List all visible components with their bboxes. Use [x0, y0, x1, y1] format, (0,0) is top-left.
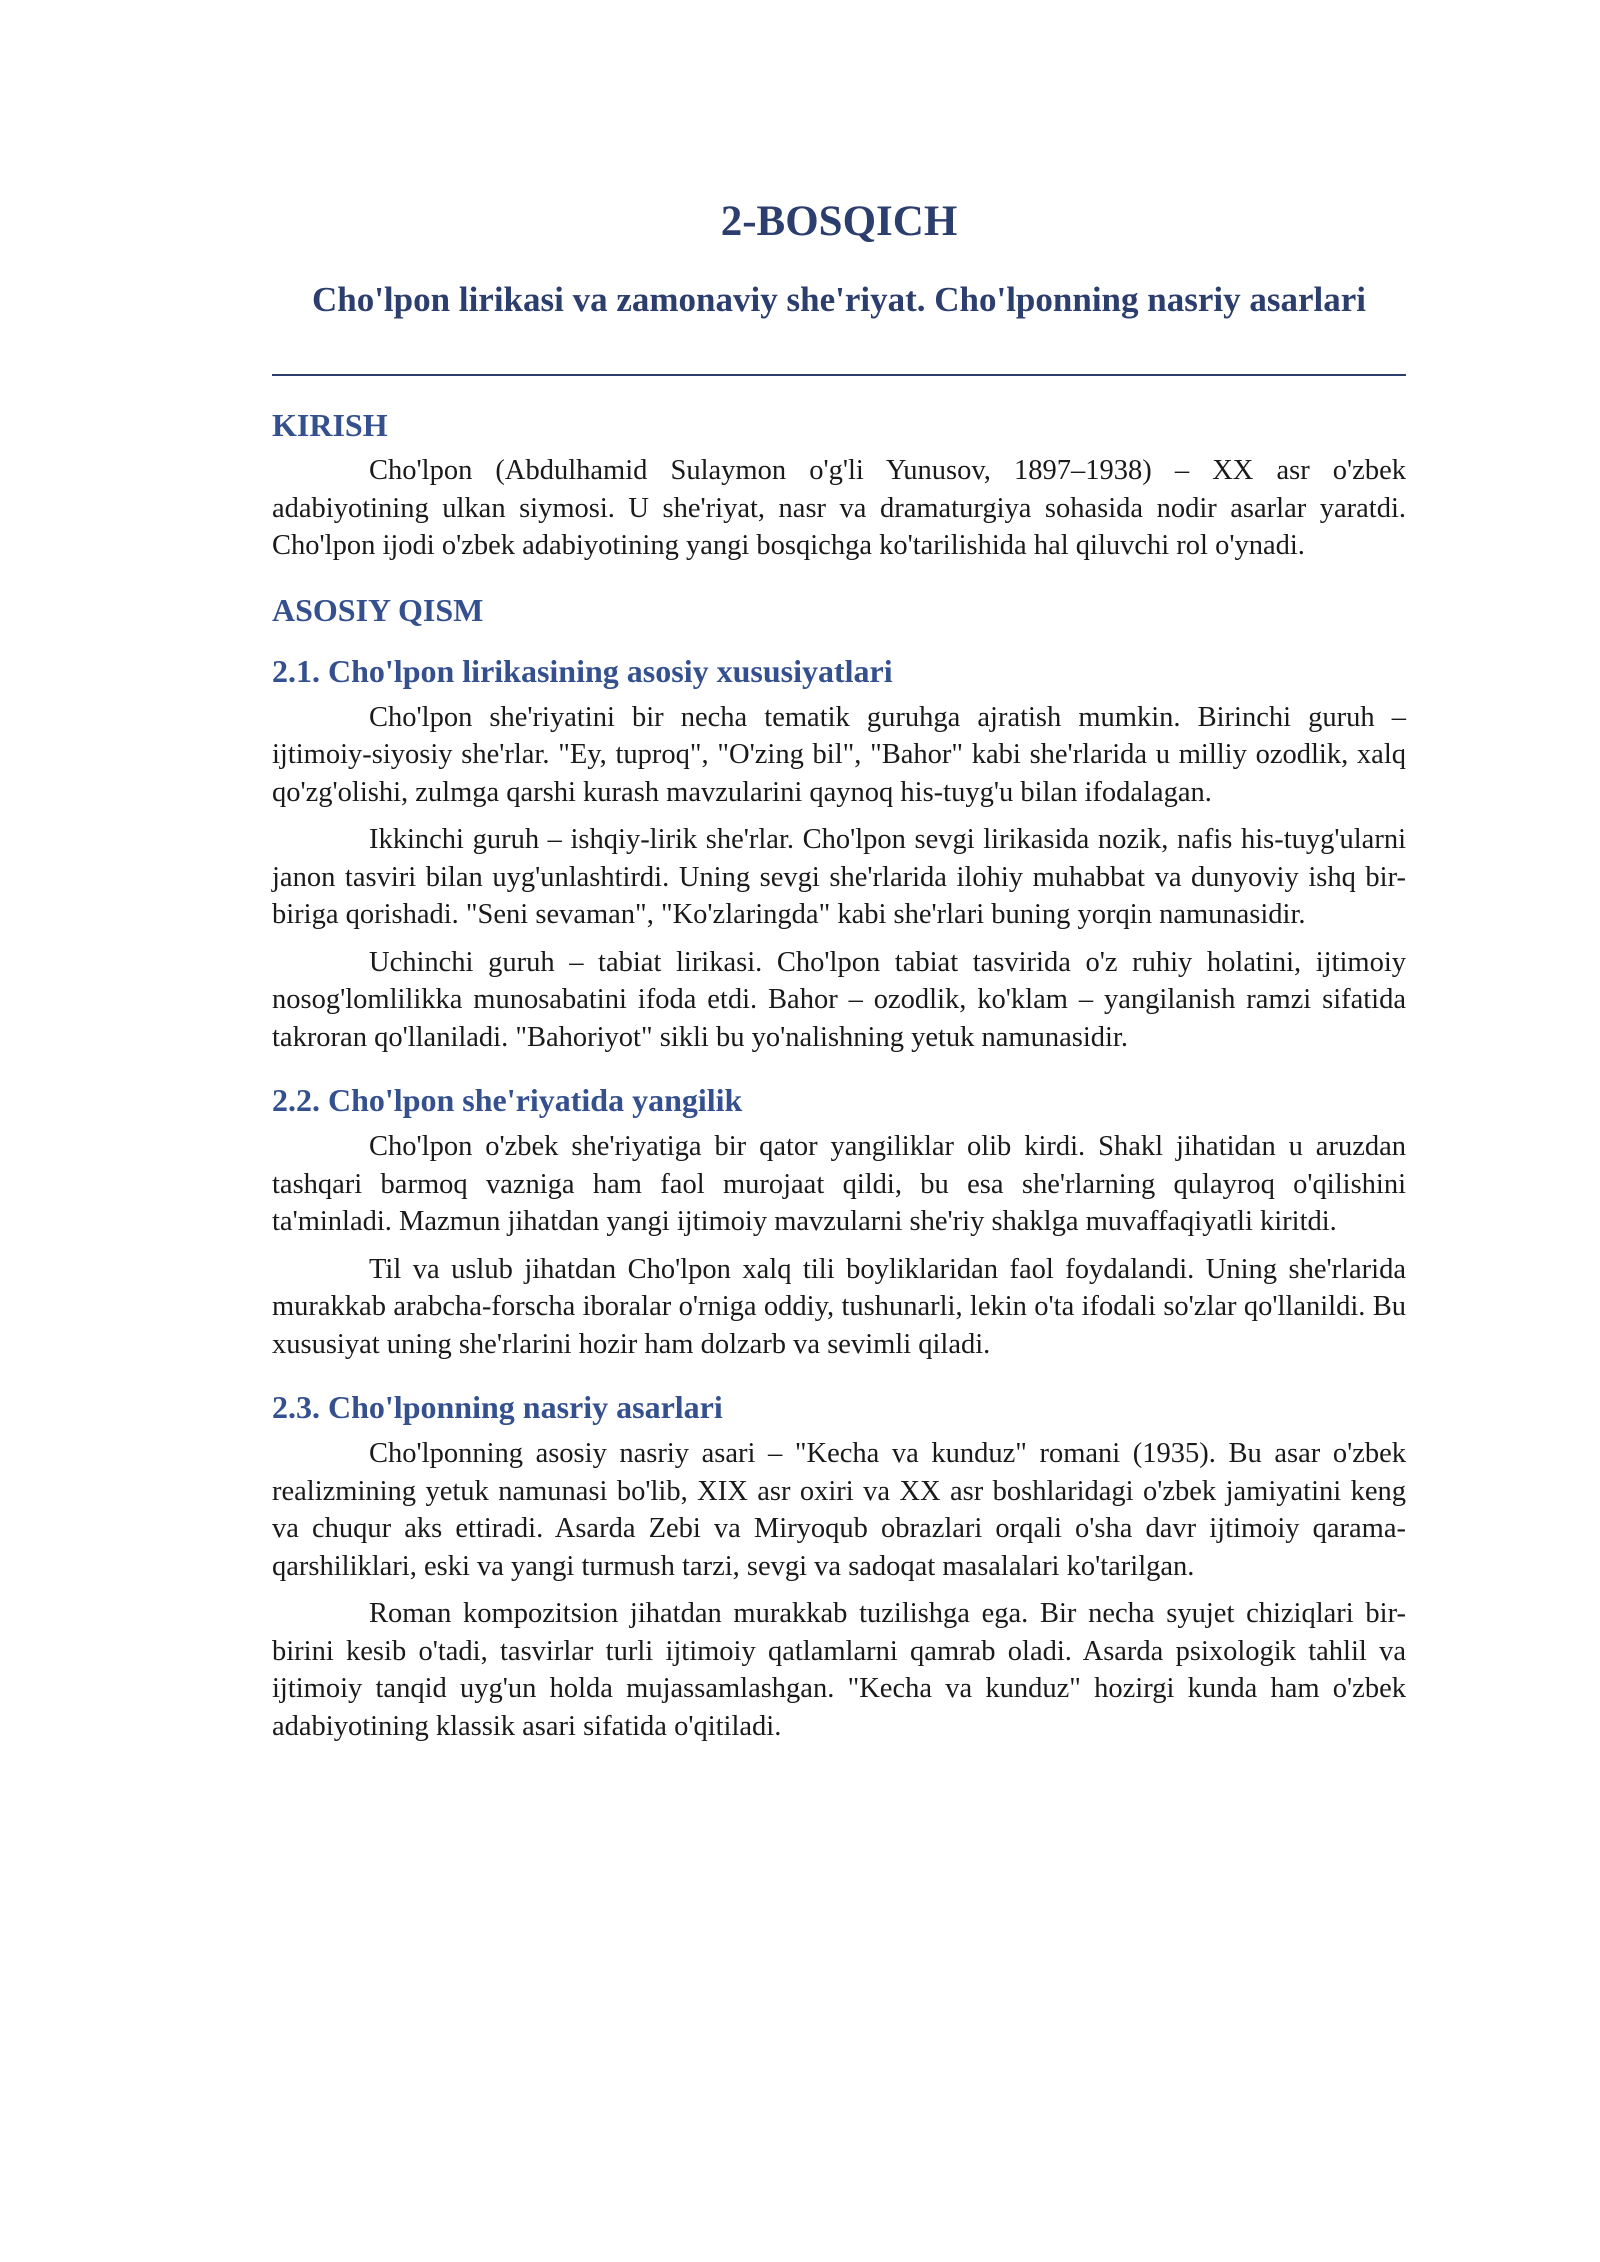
- title-divider: [272, 374, 1406, 376]
- section-2-2-paragraph-1: Cho'lpon o'zbek she'riyatiga bir qator yangiliklar olib kirdi. Shakl jihatidan u aruzdan tashqari barmoq vazniga ham faol murojaat qildi, bu esa she'rlarning qulayroq o'qilishini ta'minladi. Mazmun jihatdan yangi ijtimoiy mavzularni she'riy shaklga muvaffaqiyatli kiritdi.: [272, 1131, 1406, 1237]
- intro-paragraph: Cho'lpon (Abdulhamid Sulaymon o'g'li Yunusov, 1897–1938) – XX asr o'zbek adabiyotining ulkan siymosi. U she'riyat, nasr va dramaturgiya sohasida nodir asarlar yaratdi. Cho'lpon ijodi o'zbek adabiyotining yangi bosqichga ko'tarilishida hal qiluvchi rol o'ynadi.: [272, 455, 1406, 561]
- section-2-3-paragraph-2: Roman kompozitsion jihatdan murakkab tuzilishga ega. Bir necha syujet chiziqlari bir-birini kesib o'tadi, tasvirlar turli ijtimoiy qatlamlarni qamrab oladi. Asarda psixologik tahlil va ijtimoiy tanqid uyg'un holda mujassamlashgan. "Kecha va kunduz" hozirgi kunda ham o'zbek adabiyotining klassik asari sifatida o'qitiladi.: [272, 1598, 1406, 1742]
- section-2-1-paragraph-2: Ikkinchi guruh – ishqiy-lirik she'rlar. Cho'lpon sevgi lirikasida nozik, nafis his-tuyg'ularni janon tasviri bilan uyg'unlashtirdi. Uning sevgi she'rlarida ilohiy muhabbat va dunyoviy ishq bir-biriga qorishadi. "Seni sevaman", "Ko'zlaringda" kabi she'rlari buning yorqin namunasidir.: [272, 824, 1406, 930]
- document-page: [272, 0, 1406, 1745]
- section-heading-2-3: 2.3. Cho'lponning nasriy asarlari: [272, 1389, 723, 1425]
- section-2-1-paragraph-1: Cho'lpon she'riyatini bir necha tematik guruhga ajratish mumkin. Birinchi guruh – ijtimoiy-siyosiy she'rlar. "Ey, tuproq", "O'zing bil", "Bahor" kabi she'rlarida u milliy ozodlik, xalq qo'zg'olishi, zulmga qarshi kurash mavzularini qaynoq his-tuyg'u bilan ifodalagan.: [272, 701, 1406, 808]
- section-2-1-paragraph-3: Uchinchi guruh – tabiat lirikasi. Cho'lpon tabiat tasvirida o'z ruhiy holatini, ijtimoiy nosog'lomlilikka munosabatini ifoda etdi. Bahor – ozodlik, ko'klam – yangilanish ramzi sifatida takroran qo'llaniladi. "Bahoriyot" sikli bu yo'nalishning yetuk namunasidir.: [272, 946, 1406, 1053]
- section-heading-2-1: 2.1. Cho'lpon lirikasining asosiy xususiyatlari: [272, 652, 893, 689]
- intro-heading: KIRISH: [272, 407, 388, 443]
- main-heading: ASOSIY QISM: [272, 591, 484, 628]
- section-heading-2-2: 2.2. Cho'lpon she'riyatida yangilik: [272, 1082, 743, 1118]
- document-title: 2-BOSQICH: [720, 198, 958, 245]
- section-2-2-paragraph-2: Til va uslub jihatdan Cho'lpon xalq tili boyliklaridan faol foydalandi. Uning she'rlarida murakkab arabcha-forscha iboralar o'rniga oddiy, tushunarli, lekin o'ta ifodali so'zlar qo'llanildi. Bu xususiyat uning she'rlarini hozir ham dolzarb va sevimli qiladi.: [272, 1253, 1406, 1360]
- document-subtitle: Cho'lpon lirikasi va zamonaviy she'riyat. Cho'lponning nasriy asarlari: [311, 280, 1367, 319]
- section-2-3-paragraph-1: Cho'lponning asosiy nasriy asari – "Kecha va kunduz" romani (1935). Bu asar o'zbek realizmining yetuk namunasi bo'lib, XIX asr oxiri va XX asr boshlaridagi o'zbek jamiyatini keng va chuqur aks ettiradi. Asarda Zebi va Miryoqub obrazlari orqali o'sha davr ijtimoiy qarama-qarshiliklari, eski va yangi turmush tarzi, sevgi va sadoqat masalalari ko'tarilgan.: [272, 1438, 1406, 1582]
